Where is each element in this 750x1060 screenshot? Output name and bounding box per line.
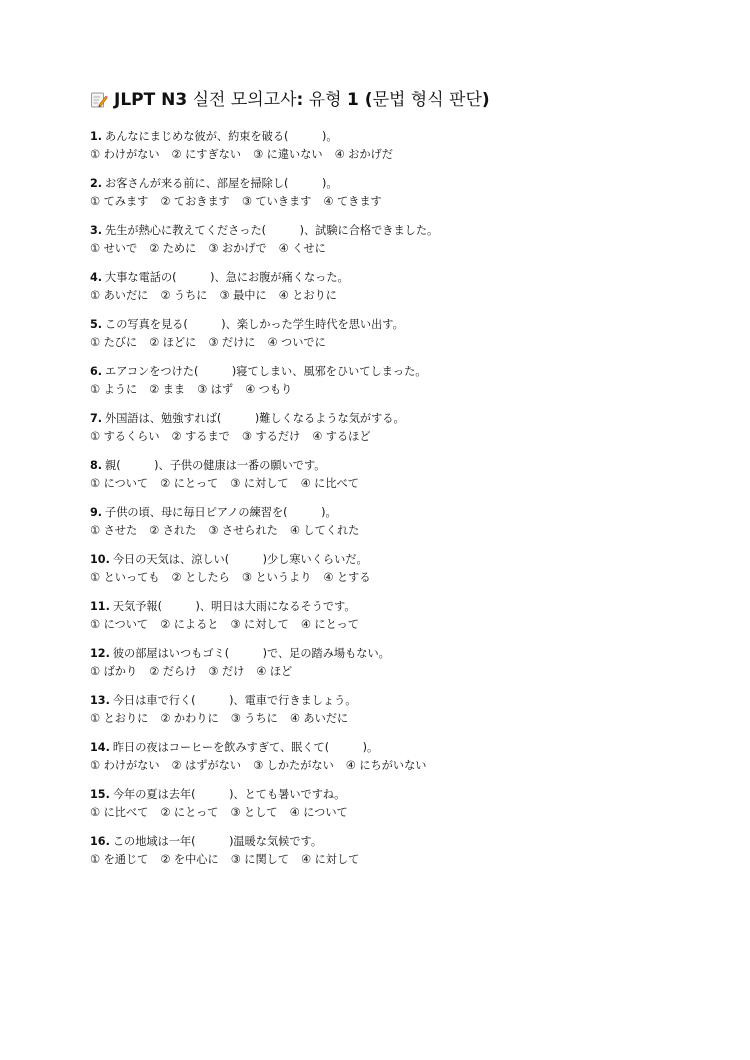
question-item — [90, 786, 690, 822]
question-number: 5. — [90, 318, 103, 331]
question-stem — [90, 222, 690, 240]
title-text: JLPT N3 실전 모의고사: 유형 1 (문법 형식 판단) — [114, 90, 490, 110]
question-stem — [90, 598, 690, 616]
answer-choice-2: ② を中心に — [160, 853, 219, 866]
answer-choice-4: ④ くせに — [278, 242, 326, 255]
answer-choice-3: ③ はず — [197, 383, 234, 396]
question-text: エアコンをつけた( )寝てしまい、風邪をひいてしまった。 — [105, 365, 427, 378]
question-text: 彼の部屋はいつもゴミ( )で、足の踏み場もない。 — [112, 647, 390, 660]
question-number: 13. — [90, 694, 110, 707]
answer-choice-4: ④ つもり — [245, 383, 293, 396]
question-text: あんなにまじめな彼が、約束を破る( )。 — [105, 130, 338, 143]
answer-choice-2: ② された — [149, 524, 197, 537]
question-stem — [90, 410, 690, 428]
question-number: 3. — [90, 224, 103, 237]
answer-choice-2: ② にとって — [160, 477, 219, 490]
question-text: 天気予報( )、明日は大雨になるそうです。 — [112, 600, 356, 613]
answer-choice-1: ① ばかり — [90, 665, 138, 678]
document-page — [90, 88, 690, 880]
memo-pencil-icon — [90, 91, 108, 109]
answer-choice-4: ④ に対して — [301, 853, 360, 866]
question-text: 子供の頃、母に毎日ピアノの練習を( )。 — [105, 506, 337, 519]
answer-choices — [90, 193, 690, 211]
answer-choice-2: ② にとって — [160, 806, 219, 819]
question-item — [90, 645, 690, 681]
answer-choice-4: ④ てきます — [323, 195, 382, 208]
question-text: 今年の夏は去年( )、とても暑いですね。 — [112, 788, 346, 801]
answer-choice-1: ① させた — [90, 524, 138, 537]
answer-choices — [90, 287, 690, 305]
answer-choices — [90, 475, 690, 493]
answer-choice-1: ① たびに — [90, 336, 138, 349]
question-item — [90, 363, 690, 399]
answer-choice-4: ④ するほど — [312, 430, 371, 443]
question-item — [90, 833, 690, 869]
answer-choice-2: ② としたら — [171, 571, 230, 584]
answer-choice-1: ① とおりに — [90, 712, 149, 725]
answer-choice-3: ③ に関して — [230, 853, 290, 866]
answer-choice-1: ① といっても — [90, 571, 160, 584]
answer-choice-4: ④ にちがいない — [345, 759, 427, 772]
question-text: 今日は車で行く( )、電車で行きましょう。 — [112, 694, 357, 707]
question-number: 8. — [90, 459, 103, 472]
answer-choice-1: ① あいだに — [90, 289, 149, 302]
question-stem — [90, 551, 690, 569]
question-stem — [90, 645, 690, 663]
answer-choices — [90, 428, 690, 446]
answer-choice-4: ④ について — [289, 806, 348, 819]
question-item — [90, 551, 690, 587]
question-stem — [90, 833, 690, 851]
question-number: 1. — [90, 130, 103, 143]
answer-choices — [90, 334, 690, 352]
answer-choice-2: ② ほどに — [149, 336, 197, 349]
answer-choice-3: ③ というより — [241, 571, 312, 584]
question-stem — [90, 504, 690, 522]
answer-choice-4: ④ おかげだ — [334, 148, 393, 161]
question-list — [90, 128, 690, 869]
answer-choice-4: ④ してくれた — [289, 524, 360, 537]
question-number: 11. — [90, 600, 110, 613]
answer-choice-2: ② にすぎない — [171, 148, 242, 161]
answer-choice-2: ② かわりに — [160, 712, 219, 725]
question-number: 7. — [90, 412, 103, 425]
question-item — [90, 504, 690, 540]
question-number: 14. — [90, 741, 110, 754]
answer-choice-1: ① に比べて — [90, 806, 149, 819]
question-number: 6. — [90, 365, 103, 378]
question-stem — [90, 128, 690, 146]
question-number: 10. — [90, 553, 110, 566]
answer-choice-3: ③ に対して — [230, 477, 289, 490]
question-text: 大事な電話の( )、急にお腹が痛くなった。 — [105, 271, 349, 284]
answer-choice-1: ① について — [90, 618, 149, 631]
answer-choices — [90, 522, 690, 540]
question-stem — [90, 269, 690, 287]
question-item — [90, 739, 690, 775]
question-stem — [90, 692, 690, 710]
answer-choices — [90, 757, 690, 775]
answer-choice-4: ④ にとって — [300, 618, 359, 631]
answer-choice-1: ① わけがない — [90, 759, 160, 772]
answer-choice-4: ④ あいだに — [289, 712, 349, 725]
answer-choice-3: ③ しかたがない — [253, 759, 334, 772]
answer-choice-1: ① について — [90, 477, 149, 490]
question-number: 16. — [90, 835, 110, 848]
answer-choice-1: ① てみます — [90, 195, 149, 208]
answer-choice-4: ④ とする — [323, 571, 371, 584]
question-text: 外国語は、勉強すれば( )難しくなるような気がする。 — [105, 412, 405, 425]
question-stem — [90, 739, 690, 757]
question-text: 今日の天気は、涼しい( )少し寒いくらいだ。 — [112, 553, 368, 566]
answer-choice-2: ② するまで — [171, 430, 230, 443]
question-item — [90, 222, 690, 258]
answer-choice-4: ④ とおりに — [278, 289, 337, 302]
question-stem — [90, 363, 690, 381]
answer-choice-2: ② はずがない — [171, 759, 242, 772]
question-text: 先生が熱心に教えてくださった( )、試験に合格できました。 — [105, 224, 439, 237]
answer-choice-4: ④ ほど — [256, 665, 293, 678]
question-item — [90, 410, 690, 446]
question-stem — [90, 457, 690, 475]
answer-choice-2: ② ておきます — [160, 195, 230, 208]
answer-choice-3: ③ に対して — [230, 618, 289, 631]
answer-choice-3: ③ として — [230, 806, 278, 819]
page-title — [90, 88, 690, 112]
answer-choice-2: ② によると — [160, 618, 219, 631]
question-item — [90, 316, 690, 352]
question-item — [90, 175, 690, 211]
question-text: お客さんが来る前に、部屋を掃除し( )。 — [105, 177, 338, 190]
answer-choice-3: ③ させられた — [208, 524, 278, 537]
answer-choice-3: ③ おかげで — [208, 242, 267, 255]
answer-choices — [90, 240, 690, 258]
question-text: この地域は一年( )温暖な気候です。 — [112, 835, 323, 848]
question-item — [90, 598, 690, 634]
question-stem — [90, 786, 690, 804]
answer-choice-1: ① ように — [90, 383, 138, 396]
answer-choice-3: ③ うちに — [230, 712, 278, 725]
question-item — [90, 457, 690, 493]
question-stem — [90, 175, 690, 193]
answer-choice-3: ③ だけに — [208, 336, 256, 349]
question-item — [90, 692, 690, 728]
question-item — [90, 128, 690, 164]
answer-choices — [90, 146, 690, 164]
answer-choice-3: ③ ていきます — [241, 195, 312, 208]
answer-choice-1: ① わけがない — [90, 148, 160, 161]
answer-choices — [90, 851, 690, 869]
answer-choice-4: ④ ついでに — [267, 336, 326, 349]
answer-choice-1: ① せいで — [90, 242, 138, 255]
answer-choice-2: ② まま — [149, 383, 186, 396]
answer-choice-1: ① を通じて — [90, 853, 149, 866]
question-number: 9. — [90, 506, 103, 519]
answer-choice-3: ③ 最中に — [219, 289, 267, 302]
question-number: 2. — [90, 177, 103, 190]
question-number: 15. — [90, 788, 110, 801]
question-text: 昨日の夜はコーヒーを飲みすぎて、眠くて( )。 — [112, 741, 379, 754]
answer-choice-2: ② ために — [149, 242, 197, 255]
question-stem — [90, 316, 690, 334]
answer-choice-3: ③ に違いない — [253, 148, 323, 161]
answer-choice-3: ③ だけ — [208, 665, 245, 678]
answer-choices — [90, 381, 690, 399]
answer-choice-2: ② だらけ — [149, 665, 197, 678]
question-text: 親( )、子供の健康は一番の願いです。 — [105, 459, 326, 472]
answer-choices — [90, 569, 690, 587]
question-item — [90, 269, 690, 305]
answer-choices — [90, 710, 690, 728]
answer-choices — [90, 663, 690, 681]
answer-choice-1: ① するくらい — [90, 430, 160, 443]
answer-choices — [90, 616, 690, 634]
question-number: 4. — [90, 271, 103, 284]
answer-choice-2: ② うちに — [160, 289, 208, 302]
question-number: 12. — [90, 647, 110, 660]
question-text: この写真を見る( )、楽しかった学生時代を思い出す。 — [105, 318, 404, 331]
answer-choice-3: ③ するだけ — [241, 430, 301, 443]
answer-choice-4: ④ に比べて — [300, 477, 359, 490]
answer-choices — [90, 804, 690, 822]
